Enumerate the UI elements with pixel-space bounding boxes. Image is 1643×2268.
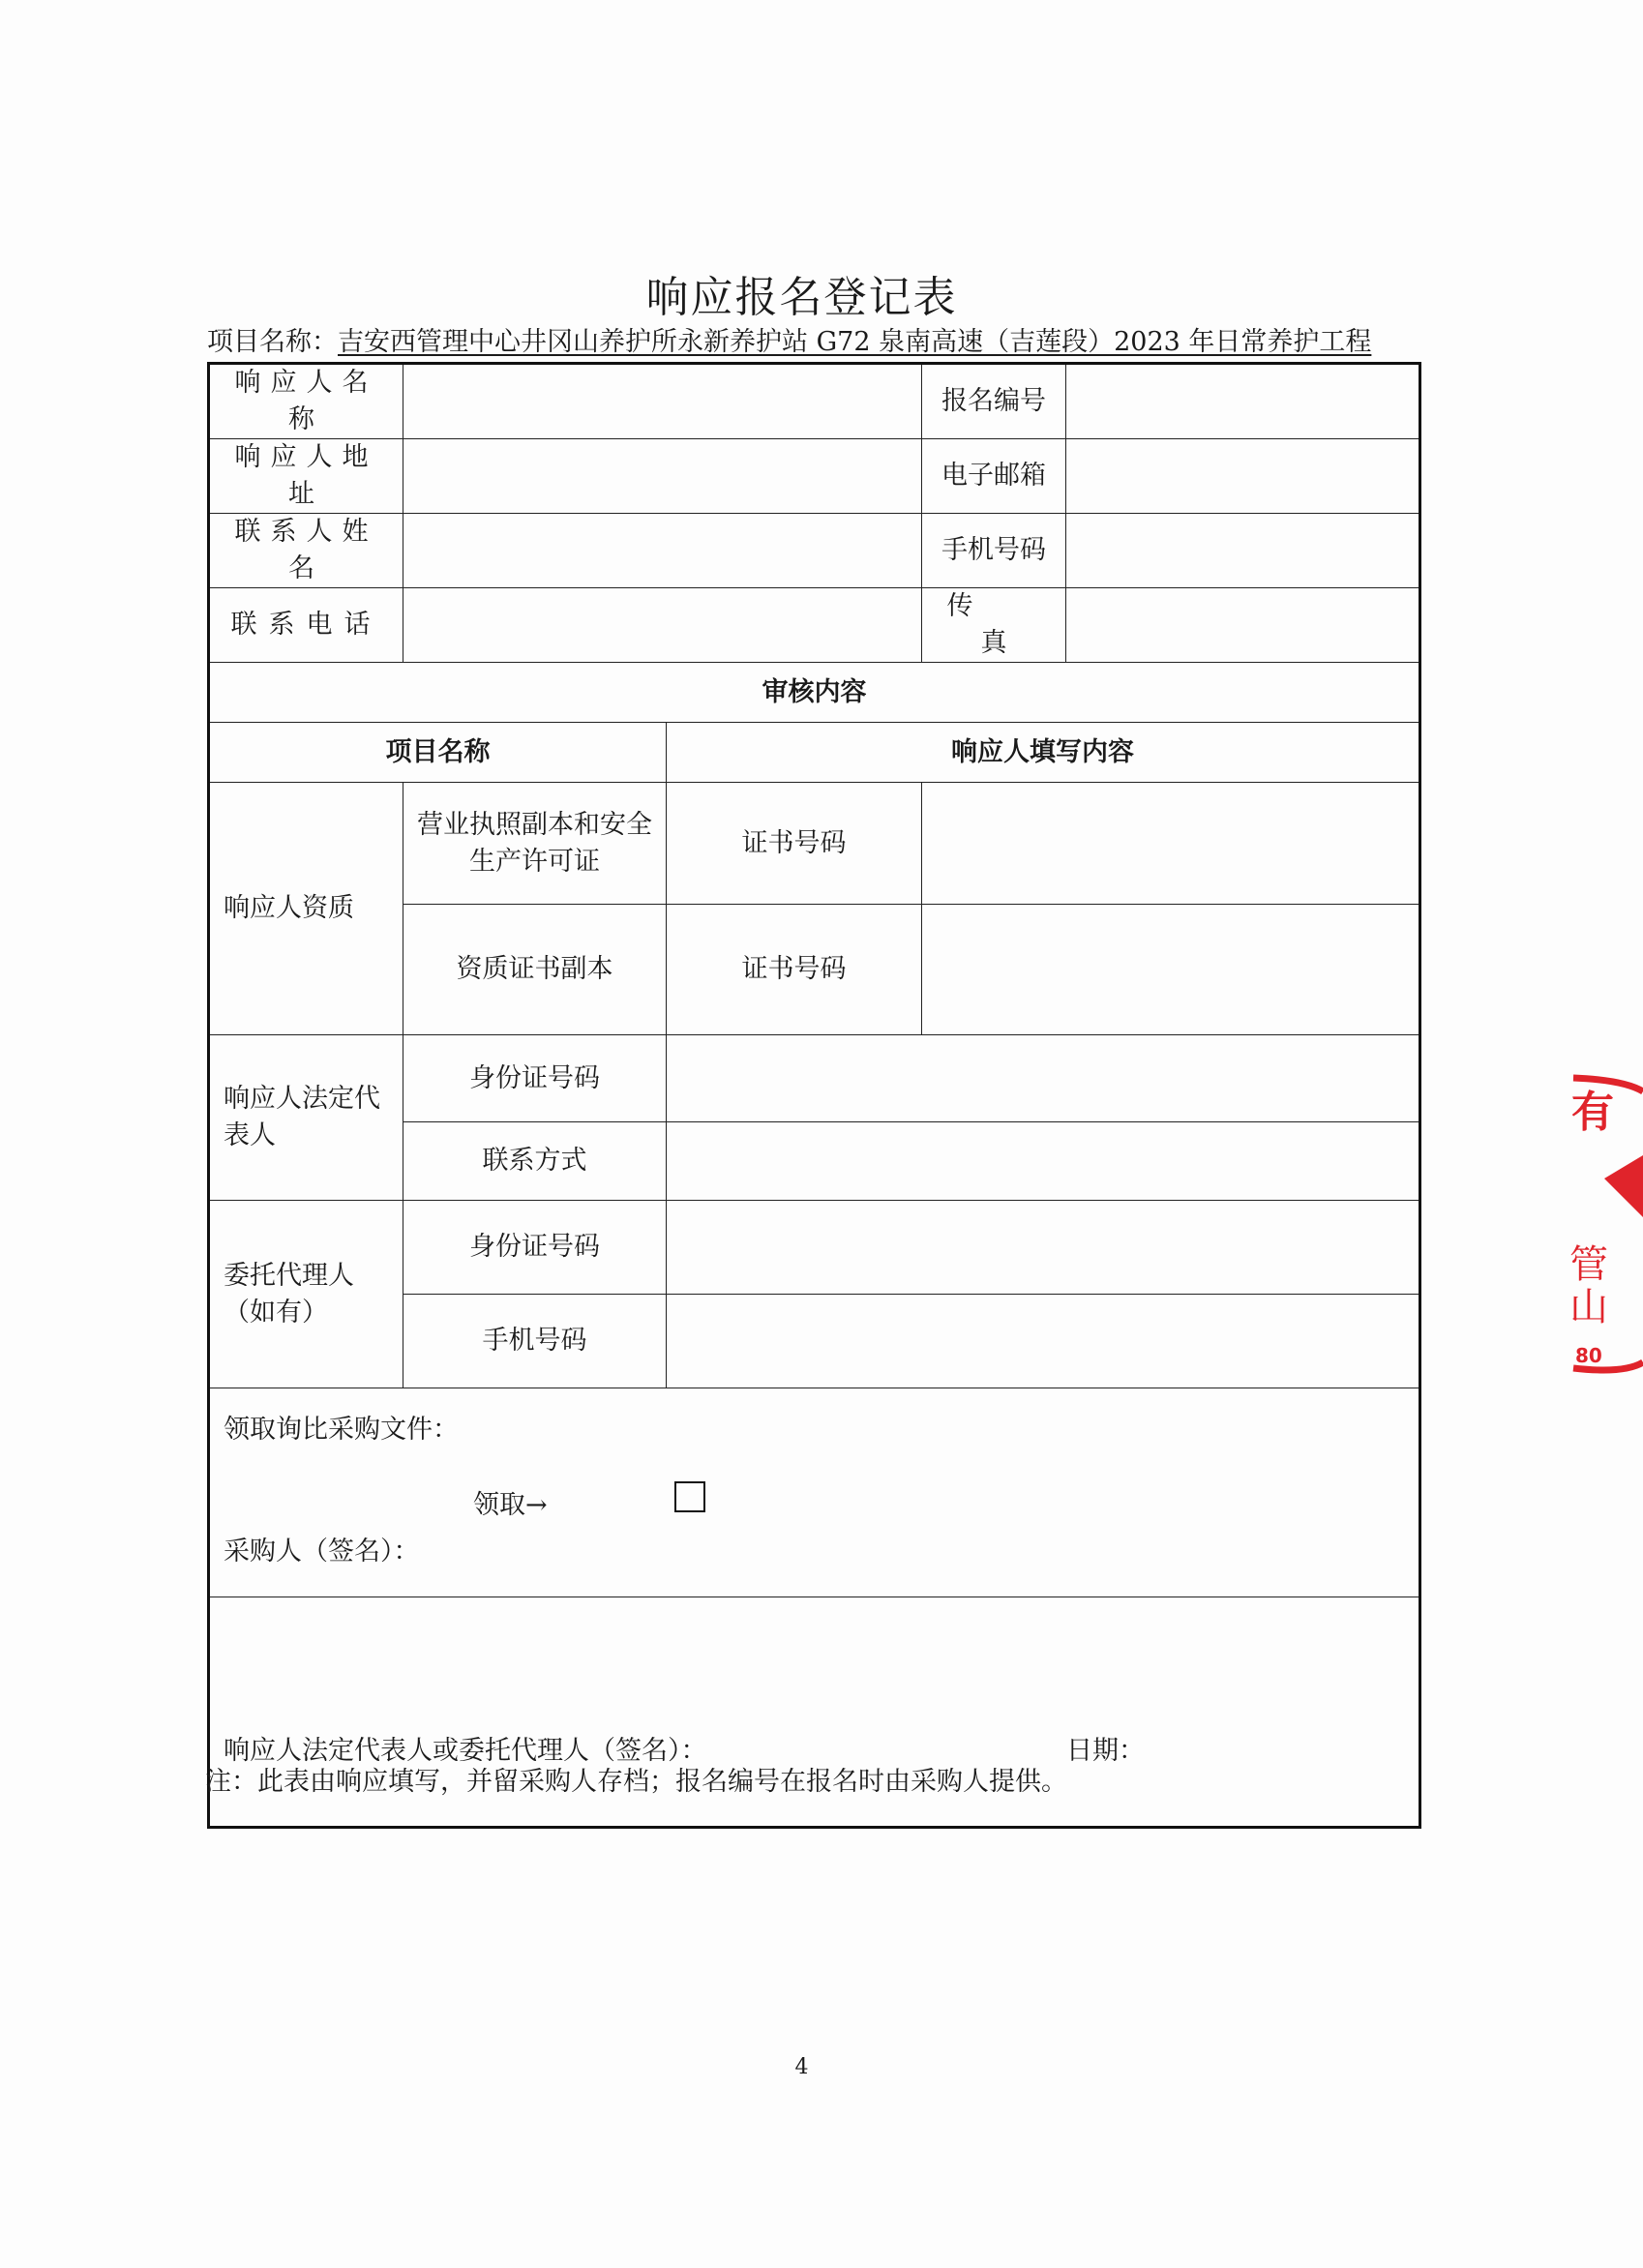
phone-field[interactable] xyxy=(403,588,922,663)
license-cert-no-field[interactable] xyxy=(922,783,1420,905)
contact-name-field[interactable] xyxy=(403,514,922,588)
review-heading: 审核内容 xyxy=(209,663,1420,723)
receive-arrow-label: 领取→ xyxy=(473,1490,548,1520)
agent-label: 委托代理人（如有） xyxy=(209,1201,403,1388)
mobile-field[interactable] xyxy=(1066,514,1420,588)
row-receive-docs xyxy=(209,1388,1420,1597)
address-field[interactable] xyxy=(403,439,922,514)
row-column-headers xyxy=(209,723,1420,783)
svg-text:有: 有 xyxy=(1571,1088,1614,1137)
email-label: 电子邮箱 xyxy=(922,439,1066,514)
reg-no-label: 报名编号 xyxy=(922,364,1066,439)
mobile-label: 手机号码 xyxy=(922,514,1066,588)
respondent-name-field[interactable] xyxy=(403,364,922,439)
svg-text:80: 80 xyxy=(1575,1344,1602,1367)
svg-text:山: 山 xyxy=(1569,1285,1608,1329)
row-contact-name xyxy=(209,514,1420,588)
qual-cert-label: 资质证书副本 xyxy=(403,905,667,1035)
qual-cert-no-field[interactable] xyxy=(922,905,1420,1035)
row-legal-id xyxy=(209,1035,1420,1122)
red-seal-stamp xyxy=(1566,1072,1643,1382)
date-label: 日期： xyxy=(1066,1736,1145,1766)
license-label: 营业执照副本和安全生产许可证 xyxy=(403,783,667,905)
fax-label xyxy=(922,588,1066,663)
cert-no-label-1: 证书号码 xyxy=(667,783,922,905)
receive-checkbox[interactable] xyxy=(674,1481,705,1512)
contact-name-label: 联系人姓名 xyxy=(209,514,403,588)
receive-doc-label: 领取询比采购文件： xyxy=(224,1415,459,1445)
row-agent-id xyxy=(209,1201,1420,1295)
svg-text:管: 管 xyxy=(1569,1242,1608,1287)
buyer-sign-label: 采购人（签名）： xyxy=(224,1537,420,1567)
registration-form-table xyxy=(207,362,1421,1829)
agent-id-field[interactable] xyxy=(667,1201,1420,1295)
agent-mobile-field[interactable] xyxy=(667,1295,1420,1388)
footnote: 注：此表由响应填写，并留采购人存档；报名编号在报名时由采购人提供。 xyxy=(205,1767,1067,1797)
legal-id-label: 身份证号码 xyxy=(403,1035,667,1122)
fax-label-char-1: 传 xyxy=(946,591,973,621)
agent-mobile-label: 手机号码 xyxy=(403,1295,667,1388)
fax-field[interactable] xyxy=(1066,588,1420,663)
reg-no-field[interactable] xyxy=(1066,364,1420,439)
row-phone xyxy=(209,588,1420,663)
cert-no-label-2: 证书号码 xyxy=(667,905,922,1035)
fax-label-char-2: 真 xyxy=(980,628,1007,658)
legal-contact-field[interactable] xyxy=(667,1122,1420,1201)
rep-sign-label: 响应人法定代表人或委托代理人（签名）： xyxy=(224,1736,707,1766)
email-field[interactable] xyxy=(1066,439,1420,514)
row-respondent-name xyxy=(209,364,1420,439)
project-name-line xyxy=(207,323,1426,362)
legal-rep-label: 响应人法定代表人 xyxy=(209,1035,403,1201)
form-title: 响应报名登记表 xyxy=(645,273,958,322)
address-label: 响应人地址 xyxy=(209,439,403,514)
row-address xyxy=(209,439,1420,514)
row-review-heading xyxy=(209,663,1420,723)
respondent-name-label: 响应人名称 xyxy=(209,364,403,439)
project-name-value: 吉安西管理中心井冈山养护所永新养护站 G72 泉南高速（吉莲段）2023 年日常养护工程 xyxy=(338,327,1372,357)
project-name-label: 项目名称： xyxy=(207,327,338,357)
legal-contact-label: 联系方式 xyxy=(403,1122,667,1201)
page-number: 4 xyxy=(794,2055,809,2079)
qualification-label: 响应人资质 xyxy=(209,783,403,1035)
receive-docs-cell xyxy=(209,1388,1420,1597)
col-header-content: 响应人填写内容 xyxy=(667,723,1420,783)
phone-label: 联系电话 xyxy=(209,588,403,663)
col-header-item: 项目名称 xyxy=(209,723,667,783)
agent-id-label: 身份证号码 xyxy=(403,1201,667,1295)
legal-id-field[interactable] xyxy=(667,1035,1420,1122)
row-license xyxy=(209,783,1420,905)
